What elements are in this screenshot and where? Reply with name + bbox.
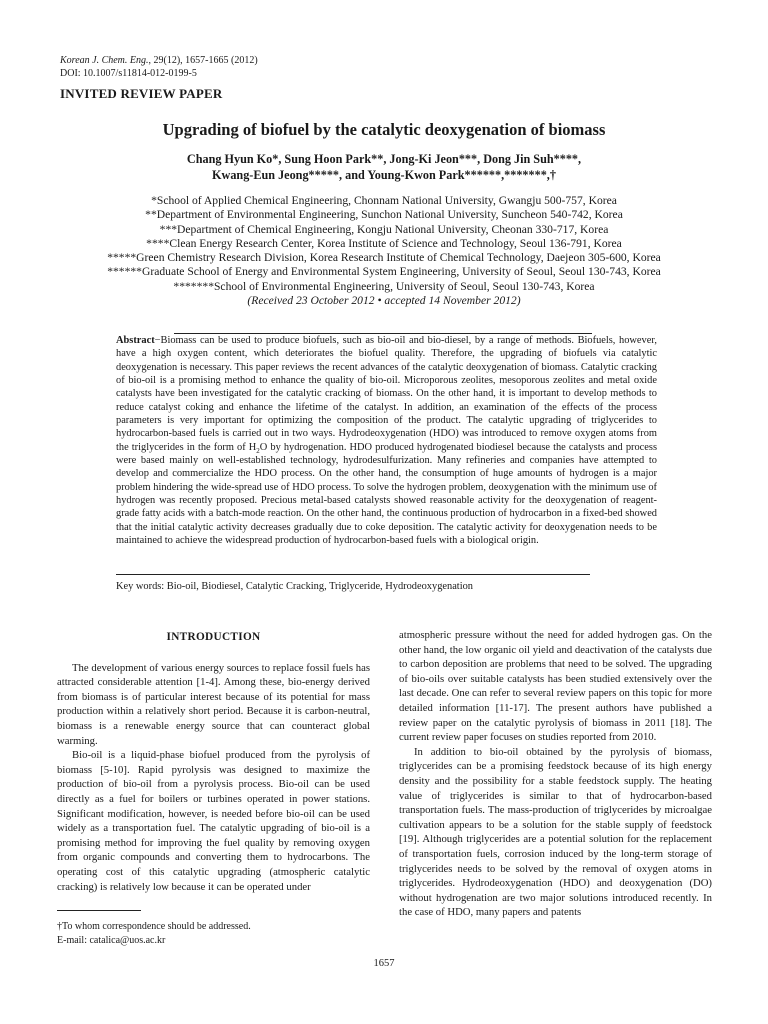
page-number: 1657	[373, 958, 395, 969]
abstract-label: Abstract	[116, 335, 155, 346]
correspondence-note: †To whom correspondence should be addressed.	[57, 921, 251, 932]
keywords: Key words: Bio-oil, Biodiesel, Catalytic Cracking, Triglyceride, Hydrodeoxygenation	[116, 581, 473, 592]
left-column	[57, 628, 370, 894]
affiliation: ******Graduate School of Energy and Environmental System Engineering, University of Seoul, Seoul 130-743, Korea	[107, 265, 661, 279]
abstract	[116, 334, 657, 548]
affiliation: **Department of Environmental Engineering, Sunchon National University, Suncheon 540-742, Korea	[145, 208, 623, 222]
affiliation: *****Green Chemistry Research Division, Korea Research Institute of Chemical Technology, Daejeon 305-600, Korea	[107, 251, 661, 265]
journal-name: Korean J. Chem. Eng.	[60, 55, 149, 66]
journal-reference	[60, 54, 258, 80]
paper-title: Upgrading of biofuel by the catalytic deoxygenation of biomass	[162, 120, 606, 139]
affiliation: *******School of Environmental Engineering, University of Seoul, Seoul 130-743, Korea	[173, 279, 595, 293]
doi: DOI: 10.1007/s11814-012-0199-5	[60, 68, 197, 79]
abstract-text-part1: −Biomass can be used to produce biofuels, such as bio-oil and bio-diesel, by a range of methods. Biofuels, however, have a high oxygen content, which deteriorates the biofuel quality. Therefore, the upgrading of biofuels via catalytic deoxygenation is necessary. This paper reviews the recent advances of the catalytic deoxygenation of biomass. Catalytic cracking of bio-oil is a promising method to enhance the quality of bio-oil. Microporous zeolites, mesoporous zeolites and metal oxide catalysts have been investigated for the catalytic cracking of biomass. On the other hand, it is important to develop methods to reduce catalyst coking and enhance the lifetime of the catalyst. In addition, an examination of the effects of the process parameters is very important for optimizing the composition of the product. The catalytic upgrading of triglycerides to hydrocarbon-based fuels is carried out in two ways. Hydrodeoxygenation (HDO) was introduced to remove oxygen atoms from the triglycerides in the form of H	[116, 335, 657, 453]
subscript-2: 2	[256, 446, 260, 455]
affiliation: *School of Applied Chemical Engineering, Chonnam National University, Gwangju 500-757, Korea	[151, 194, 617, 207]
abstract-bottom-rule	[116, 574, 590, 575]
paragraph: The development of various energy sources to replace fossil fuels has attracted considerable attention [1-4]. Among these, bio-energy derived from biomass is of particular interest because of its potential for mass production within a relatively short period. Because it is carbon-neutral, biomass is a renewable energy source that can counteract global warming.	[57, 661, 370, 747]
footnote	[57, 920, 251, 948]
author-line: Chang Hyun Ko*, Sung Hoon Park**, Jong-Ki Jeon***, Dong Jin Suh****,	[186, 152, 582, 166]
received-dates: (Received 23 October 2012 • accepted 14 November 2012)	[247, 294, 521, 308]
affiliation-list	[0, 194, 768, 308]
affiliation: ****Clean Energy Research Center, Korea Institute of Science and Technology, Seoul 136-791, Korea	[146, 236, 622, 250]
author-line: Kwang-Eun Jeong*****, and Young-Kwon Park******,*******,†	[212, 168, 556, 182]
paper-type: INVITED REVIEW PAPER	[60, 86, 223, 101]
paragraph: In addition to bio-oil obtained by the pyrolysis of biomass, triglycerides can be a promising feedstock because of its high energy density and the possibility for a stable feedstock supply. The heating value of triglycerides is similar to that of hydrocarbon-based transportation fuels. The mass-production of triglycerides by microalgae cultivation appears to be a solution for the stable supply of feedstock [19]. Although triglycerides are a potential solution for the replacement of transportation fuels, corrosion induced by the long-term storage of triglycerides needs to be solved by the removal of oxygen atoms in triglycerides. Hydrodeoxygenation (HDO) and deoxygenation (DO) without hydrogenation are two major solutions introduced recently. In the case of HDO, many papers and patents	[399, 745, 712, 919]
paragraph: Bio-oil is a liquid-phase biofuel produced from the pyrolysis of biomass [5-10]. Rapid pyrolysis was designed to maximize the production of bio-oil from a pyrolysis process. Bio-oil can be used directly as a fuel for boilers or turbines operated in power stations. Significant modification, however, is needed before bio-oil can be used widely as a transportation fuel. The catalytic upgrading of bio-oil is a promising method for improving the fuel quality by removing oxygen from organic compounds and converting them to hydrocarbons. The operating cost of this catalytic upgrading (atmospheric catalytic cracking) is relatively low because it can be operated under	[57, 749, 370, 893]
right-column	[399, 628, 712, 920]
journal-citation: , 29(12), 1657-1665 (2012)	[148, 55, 258, 66]
author-list	[0, 151, 768, 183]
email: E-mail: catalica@uos.ac.kr	[57, 935, 166, 946]
section-heading-introduction: INTRODUCTION	[166, 631, 261, 643]
footnote-rule	[57, 910, 141, 911]
affiliation: ***Department of Chemical Engineering, Kongju National University, Cheonan 330-717, Korea	[159, 222, 609, 236]
paragraph: atmospheric pressure without the need for added hydrogen gas. On the other hand, the low organic oil yield and deactivation of the catalysts due to carbon deposition are problems that need to be solved. The upgrading of bio-oils over suitable catalysts has been studied extensively over the last decade. One can refer to several review papers on this topic for more detailed information [11-17]. The present authors have published a review paper on the catalytic pyrolysis of biomass in 2011 [18]. The current review paper focuses on studies reported from 2010.	[399, 629, 712, 744]
abstract-text-part2: O by hydrogenation. HDO produced hydrogenated biodiesel because the catalysts and process were based mainly on well-established technology, hydrodesulfurization. Many refineries and companies have attempted to develop and commercialize the HDO process. On the other hand, the consumption of huge amounts of hydrogen is a major problem hindering the wide-spread use of HDO process. To solve the hydrogen problem, deoxygenation with the minimum use of hydrogen was recently proposed. Precious metal-based catalysts showed reasonable activity for the deoxygenation of reagent-grade fatty acids with a batch-mode reaction. On the other hand, the continuous production of hydrocarbon in a fixed-bed showed that the initial catalytic activity decreases gradually due to coke deposition. The catalytic activity for deoxygenation needs to be maintained to achieve the widespread production of hydrocarbon-based fuels with a biological origin.	[116, 441, 657, 547]
